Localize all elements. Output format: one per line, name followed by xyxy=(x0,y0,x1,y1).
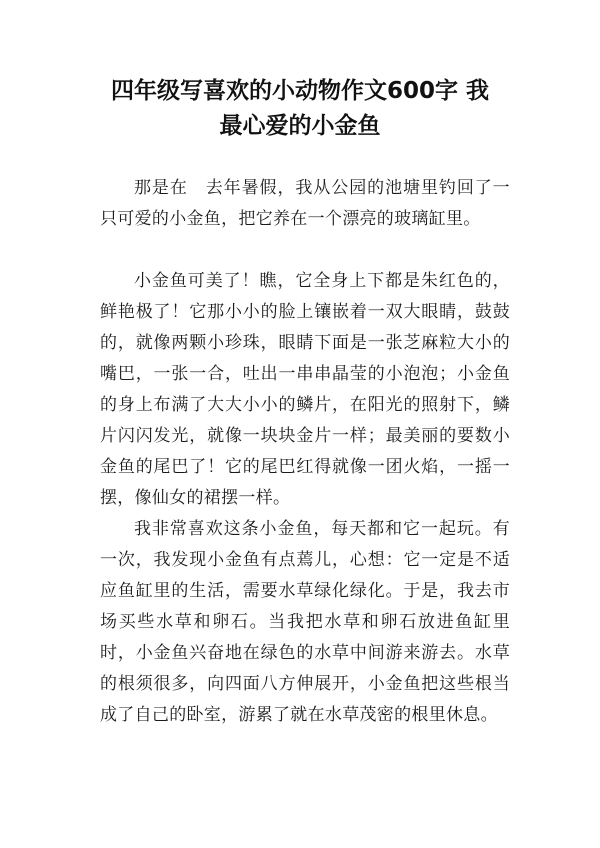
page-title xyxy=(60,74,540,144)
paragraph-2: 小金鱼可美了！瞧，它全身上下都是朱红色的，鲜艳极了！它那小小的脸上镶嵌着一双大眼睛，鼓鼓的，就像两颗小珍珠，眼睛下面是一张芝麻粒大小的嘴巴，一张一合，吐出一串串晶莹的小泡泡；小金鱼的身上布满了大大小小的鳞片，在阳光的照射下，鳞片闪闪发光，就像一块块金片一样；最美丽的要数小金鱼的尾巴了！它的尾巴红得就像一团火焰，一摇一摆，像仙女的裙摆一样。 xyxy=(100,271,510,508)
paragraph-3: 我非常喜欢这条小金鱼，每天都和它一起玩。有一次，我发现小金鱼有点蔫儿，心想：它一定是不适应鱼缸里的生活，需要水草绿化绿化。于是，我去市场买些水草和卵石。当我把水草和卵石放进鱼缸里时，小金鱼兴奋地在绿色的水草中间游来游去。水草的根须很多，向四面八方伸展开，小金鱼把这些根当成了自己的卧室，游累了就在水草茂密的根里休息。 xyxy=(100,519,510,725)
paragraph-1: 那是在 去年暑假，我从公园的池塘里钓回了一只可爱的小金鱼，把它养在一个漂亮的玻璃缸里。 xyxy=(100,178,510,229)
article-body xyxy=(100,173,510,731)
title-line-1: 四年级写喜欢的小动物作文600字 我 xyxy=(110,78,490,104)
title-line-2: 最心爱的小金鱼 xyxy=(219,113,381,139)
